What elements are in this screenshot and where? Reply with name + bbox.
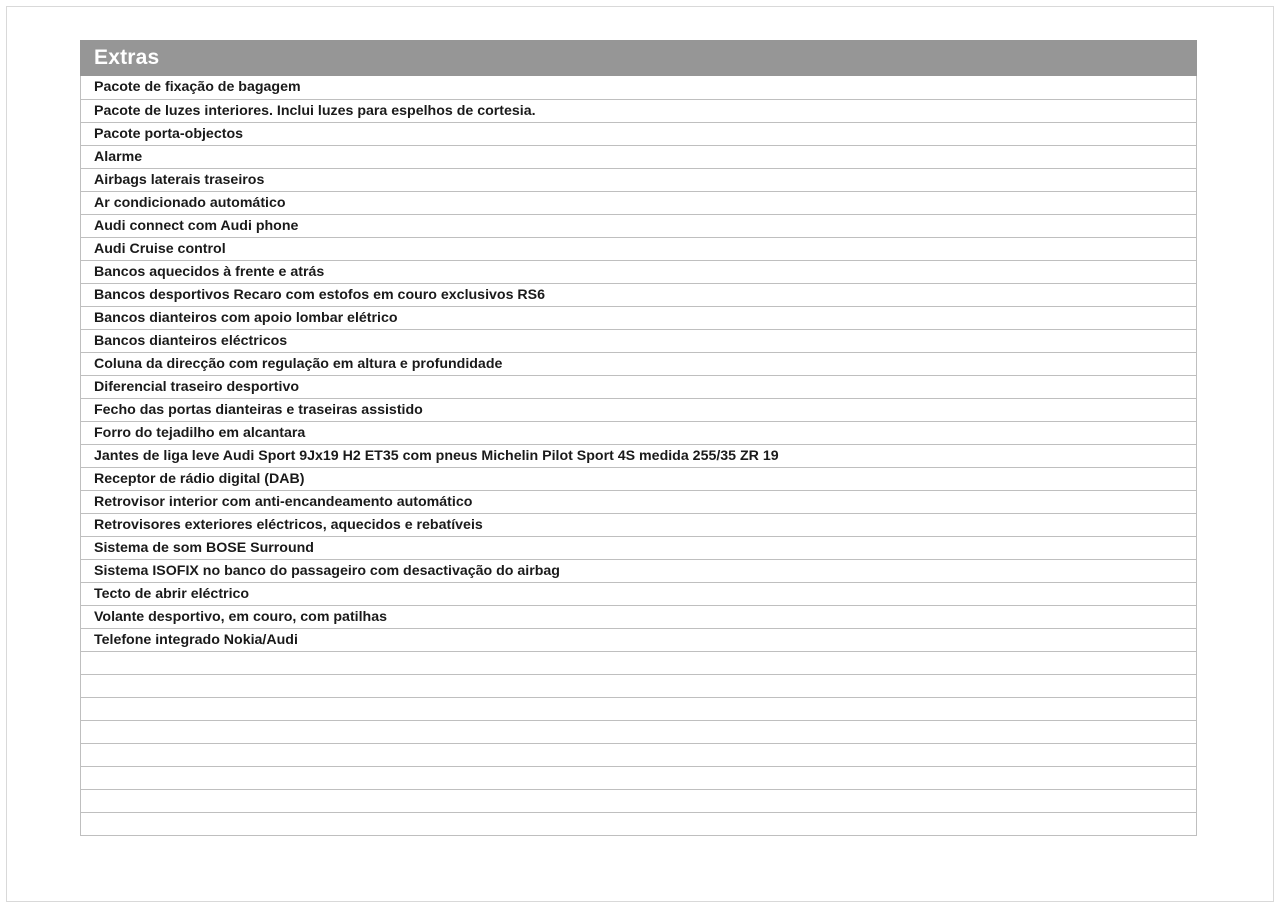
table-row: Pacote de fixação de bagagem	[94, 79, 301, 95]
table-row: Tecto de abrir eléctrico	[81, 582, 1196, 605]
extras-table	[80, 40, 1197, 836]
table-row: Alarme	[81, 145, 1196, 168]
table-row-empty	[81, 697, 1196, 720]
table-row: Telefone integrado Nokia/Audi	[81, 628, 1196, 651]
table-row: Pacote de luzes interiores. Inclui luzes para espelhos de cortesia.	[81, 99, 1196, 122]
table-row: Bancos dianteiros com apoio lombar elétrico	[81, 306, 1196, 329]
table-row: Bancos dianteiros eléctricos	[81, 329, 1196, 352]
table-row: Diferencial traseiro desportivo	[81, 375, 1196, 398]
table-row: Sistema de som BOSE Surround	[81, 536, 1196, 559]
table-row-empty	[81, 720, 1196, 743]
table-row-empty	[81, 789, 1196, 812]
table-row-empty	[81, 743, 1196, 766]
table-row: Sistema ISOFIX no banco do passageiro com desactivação do airbag	[81, 559, 1196, 582]
table-row-empty	[81, 674, 1196, 697]
table-row: Retrovisores exteriores eléctricos, aquecidos e rebatíveis	[81, 513, 1196, 536]
table-row: Coluna da direcção com regulação em altura e profundidade	[81, 352, 1196, 375]
table-row-empty	[81, 651, 1196, 674]
table-row: Volante desportivo, em couro, com patilhas	[81, 605, 1196, 628]
table-row: Forro do tejadilho em alcantara	[81, 421, 1196, 444]
table-row: Bancos desportivos Recaro com estofos em couro exclusivos RS6	[81, 283, 1196, 306]
table-row: Audi connect com Audi phone	[81, 214, 1196, 237]
table-row: Retrovisor interior com anti-encandeamento automático	[81, 490, 1196, 513]
table-row: Bancos aquecidos à frente e atrás	[81, 260, 1196, 283]
table-rows	[80, 76, 1197, 836]
table-row: Ar condicionado automático	[81, 191, 1196, 214]
table-row: Airbags laterais traseiros	[81, 168, 1196, 191]
table-row: Receptor de rádio digital (DAB)	[81, 467, 1196, 490]
table-row: Fecho das portas dianteiras e traseiras assistido	[81, 398, 1196, 421]
table-row: Jantes de liga leve Audi Sport 9Jx19 H2 ET35 com pneus Michelin Pilot Sport 4S medida 255/35 ZR 19	[81, 444, 1196, 467]
table-row-empty	[81, 766, 1196, 789]
table-header-extras: Extras	[80, 40, 1197, 76]
table-row: Pacote porta-objectos	[81, 122, 1196, 145]
table-row-empty	[81, 812, 1196, 835]
table-row: Audi Cruise control	[81, 237, 1196, 260]
